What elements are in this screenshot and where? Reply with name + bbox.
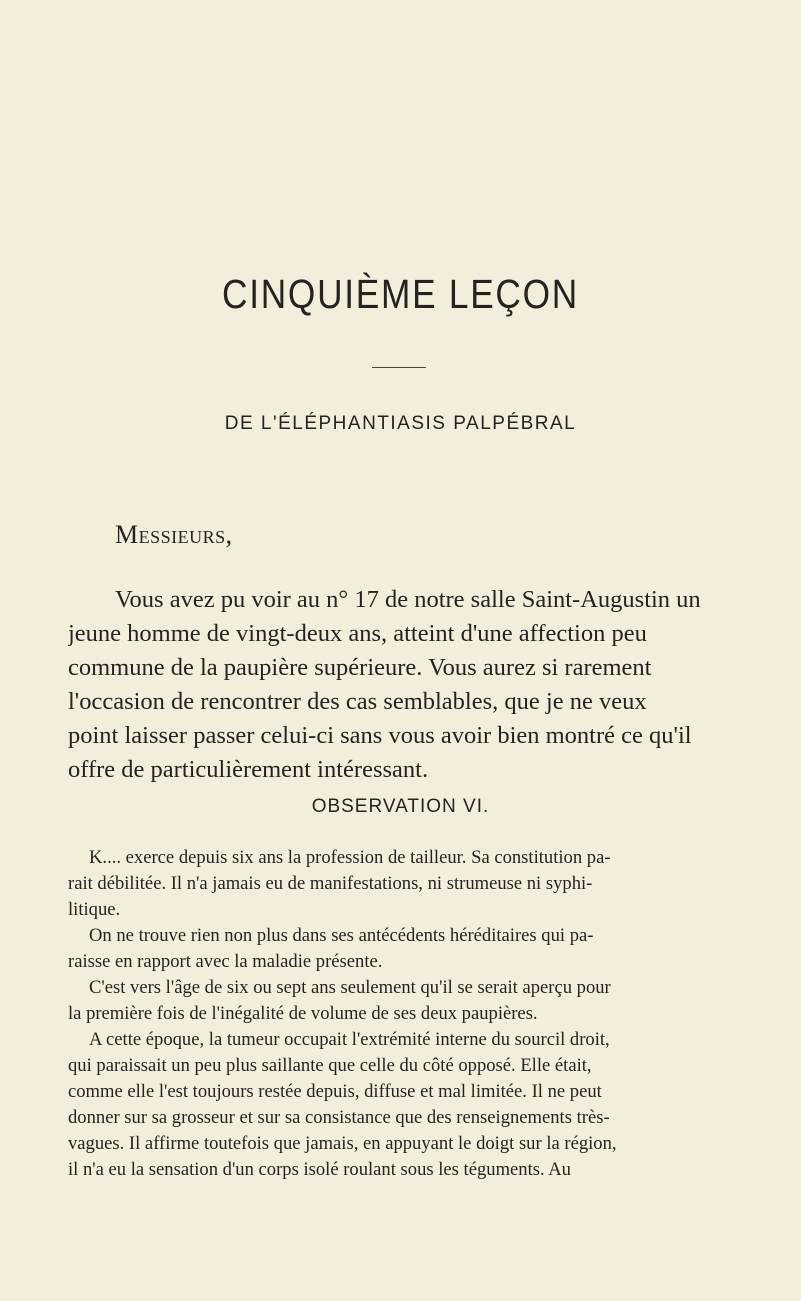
chapter-title: CINQUIÈME LEÇON <box>222 271 579 317</box>
observation-line: On ne trouve rien non plus dans ses antécédents héréditaires qui pa- <box>89 925 594 946</box>
observation-line: litique. <box>68 899 121 920</box>
observation-line: la première fois de l'inégalité de volume de ses deux paupières. <box>68 1003 538 1024</box>
title-rule <box>372 367 426 368</box>
observation-line: donner sur sa grosseur et sur sa consistance que des renseignements très- <box>68 1107 610 1128</box>
intro-line: point laisser passer celui-ci sans vous avoir bien montré ce qu'il <box>68 722 692 749</box>
observation-line: il n'a eu la sensation d'un corps isolé roulant sous les téguments. Au <box>68 1159 571 1180</box>
intro-line: l'occasion de rencontrer des cas semblables, que je ne veux <box>68 688 647 715</box>
intro-line: jeune homme de vingt-deux ans, atteint d'une affection peu <box>68 620 647 647</box>
observation-line: vagues. Il affirme toutefois que jamais, en appuyant le doigt sur la région, <box>68 1133 617 1154</box>
observation-line: C'est vers l'âge de six ou sept ans seulement qu'il se serait aperçu pour <box>89 977 611 998</box>
observation-line: raisse en rapport avec la maladie présente. <box>68 951 383 972</box>
intro-line: Vous avez pu voir au n° 17 de notre salle Saint-Augustin un <box>115 586 701 613</box>
intro-paragraph <box>68 583 764 787</box>
intro-line: commune de la paupière supérieure. Vous aurez si rarement <box>68 654 652 681</box>
intro-line: offre de particulièrement intéressant. <box>68 756 429 783</box>
observation-line: K.... exerce depuis six ans la profession de tailleur. Sa constitution pa- <box>89 847 611 868</box>
observation-line: A cette époque, la tumeur occupait l'extrémité interne du sourcil droit, <box>89 1029 610 1050</box>
observation-line: comme elle l'est toujours restée depuis, diffuse et mal limitée. Il ne peut <box>68 1081 602 1102</box>
observation-line: rait débilitée. Il n'a jamais eu de manifestations, ni strumeuse ni syphi- <box>68 873 593 894</box>
salutation: Messieurs, <box>115 520 233 549</box>
lesson-subtitle: DE L'ÉLÉPHANTIASIS PALPÉBRAL <box>224 413 577 434</box>
observation-line: qui paraissait un peu plus saillante que celle du côté opposé. Elle était, <box>68 1055 592 1076</box>
observation-text <box>68 845 764 1183</box>
observation-heading: OBSERVATION VI. <box>311 796 490 817</box>
